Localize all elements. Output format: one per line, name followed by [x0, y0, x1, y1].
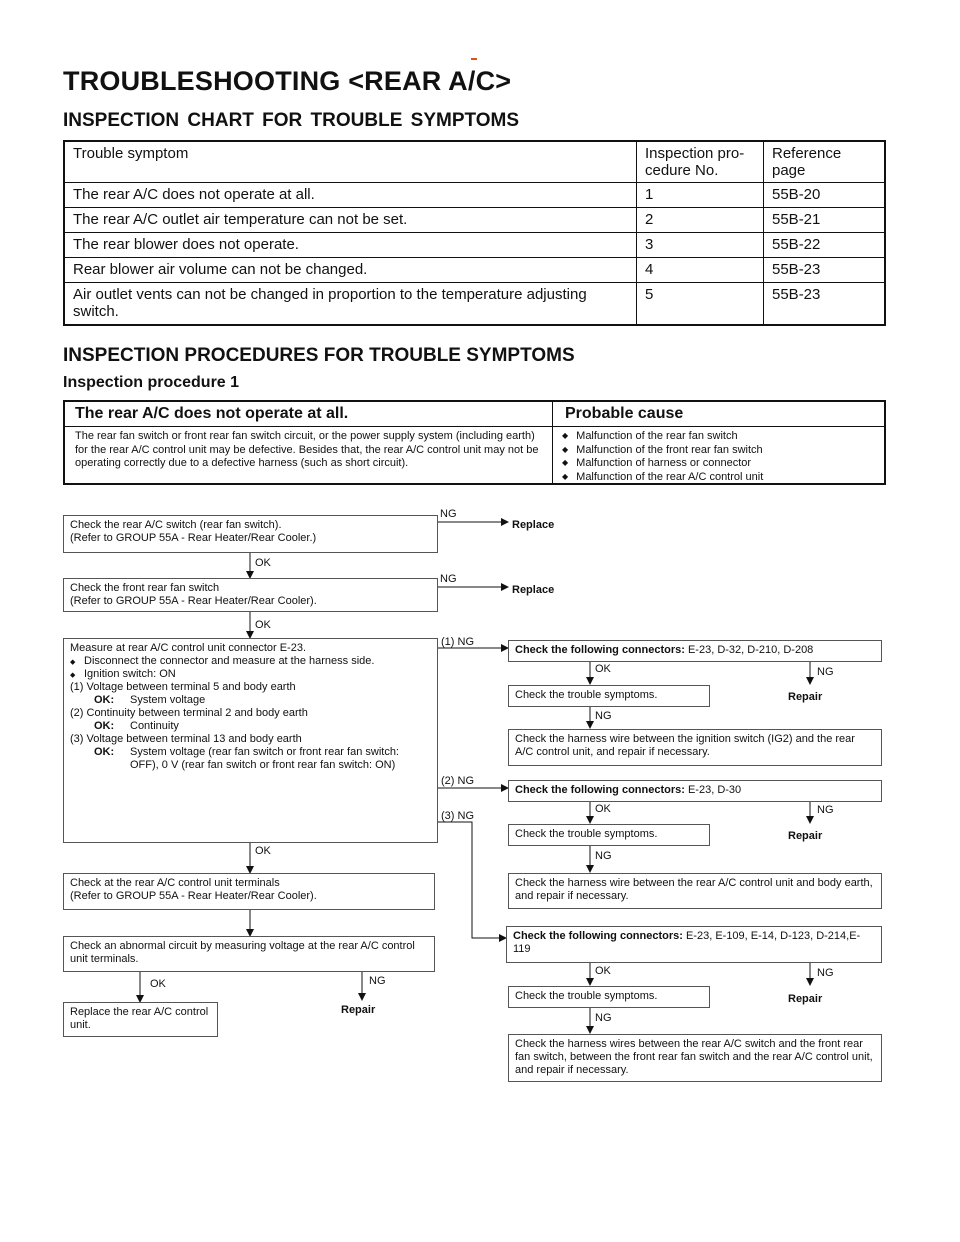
- connector-list: E-23, E-109, E-14, D-123, D-214,E-119: [513, 930, 861, 955]
- check-harness-box-2: [508, 873, 882, 909]
- column-header-procedure: Inspection pro- cedure No.: [637, 141, 764, 183]
- ok-criterion-value: System voltage (rear fan switch or front rear fan switch: OFF), 0 V (rear fan switch or front rear fan switch: ON): [130, 746, 399, 771]
- box-text-line: Check the rear A/C switch (rear fan switch).: [70, 519, 282, 531]
- reference-cell: 55B-23: [764, 283, 886, 326]
- connector-list: E-23, D-32, D-210, D-208: [687, 644, 814, 656]
- check-connectors-box-1: [508, 640, 882, 662]
- repair-label: Repair: [788, 830, 823, 842]
- connector-list: E-23, D-30: [687, 784, 742, 796]
- section-heading-procedures: INSPECTION PROCEDURES FOR TROUBLE SYMPTOMS: [63, 345, 575, 366]
- ok-label: OK: [595, 965, 611, 977]
- ng-label: NG: [369, 975, 386, 987]
- measure-item: (2) Continuity between terminal 2 and body earth: [70, 707, 308, 719]
- ng-label: NG: [595, 850, 612, 862]
- check-symptoms-box-2: [508, 824, 710, 846]
- ok-criterion-label: OK:: [94, 694, 115, 706]
- box-text: Check the harness wires between the rear A/C switch and the front rear fan switch, between the front rear fan switch and the rear A/C control unit, and repair if necessary.: [515, 1038, 873, 1076]
- procedure-cell: 3: [637, 233, 764, 258]
- ok-label: OK: [595, 663, 611, 675]
- list-item: ◆ Malfunction of the front rear fan switch: [562, 444, 877, 458]
- box-text-line: (Refer to GROUP 55A - Rear Heater/Rear Cooler).: [70, 595, 317, 607]
- column-header-symptom: Trouble symptom: [64, 141, 637, 183]
- symptom-cell: The rear blower does not operate.: [64, 233, 637, 258]
- procedure-heading: The rear A/C does not operate at all.: [75, 405, 349, 422]
- measure-conditions: [70, 655, 431, 681]
- box-text: Replace the rear A/C control unit.: [70, 1006, 209, 1031]
- check-symptoms-box-1: [508, 685, 710, 707]
- box-text: Check the trouble symptoms.: [515, 990, 658, 1002]
- check-connectors-box-2: [508, 780, 882, 802]
- ok-criterion-value: System voltage: [130, 694, 206, 706]
- ng-label: NG: [817, 967, 834, 979]
- box-text-line: Check at the rear A/C control unit terminals: [70, 877, 280, 889]
- symptom-cell: The rear A/C outlet air temperature can not be set.: [64, 208, 637, 233]
- ok-label: OK: [255, 845, 271, 857]
- connectors-label: Check the following connectors:: [515, 784, 685, 796]
- ng-label: NG: [595, 1012, 612, 1024]
- check-harness-box-3: [508, 1034, 882, 1082]
- box-text: Check an abnormal circuit by measuring voltage at the rear A/C control unit terminals.: [70, 940, 415, 965]
- measure-ok-line: [70, 694, 431, 707]
- procedure-number-heading: Inspection procedure 1: [63, 374, 240, 391]
- reference-cell: 55B-21: [764, 208, 886, 233]
- ok-criterion-label: OK:: [94, 720, 115, 732]
- procedure-description: The rear fan switch or front rear fan switch circuit, or the power supply system (including earth) for the rear A/C control unit may be defective. Besides that, the rear A/C control unit may not be operating correctly due to a defective harness (such as short circuit).: [75, 430, 539, 469]
- repair-label: Repair: [788, 993, 823, 1005]
- procedure-cell: 5: [637, 283, 764, 326]
- ok-label: OK: [255, 619, 271, 631]
- box-text: Check the harness wire between the rear A/C control unit and body earth, and repair if necessary.: [515, 877, 873, 902]
- measure-connector-box: [63, 638, 438, 843]
- box-text: Check the harness wire between the ignition switch (IG2) and the rear A/C control unit, and repair if necessary.: [515, 733, 855, 758]
- page-title: TROUBLESHOOTING <REAR A/C>: [63, 66, 512, 96]
- ng-label: NG: [440, 573, 457, 585]
- connectors-label: Check the following connectors:: [513, 930, 683, 942]
- measure-item: (3) Voltage between terminal 13 and body earth: [70, 733, 302, 745]
- measure-ok-line: [70, 720, 431, 733]
- ok-label: OK: [595, 803, 611, 815]
- ng-label: NG: [595, 710, 612, 722]
- list-item: ◆ Malfunction of the rear A/C control unit: [562, 471, 877, 485]
- ok-label: OK: [255, 557, 271, 569]
- check-rear-switch-box: [63, 515, 438, 553]
- ng-label: NG: [817, 804, 834, 816]
- check-connectors-box-3: [506, 926, 882, 963]
- ng-branch-1-label: (1) NG: [441, 636, 474, 648]
- ok-criterion-label: OK:: [94, 746, 115, 758]
- box-text: Check the trouble symptoms.: [515, 828, 658, 840]
- ng-label: NG: [440, 508, 457, 520]
- reference-cell: 55B-22: [764, 233, 886, 258]
- box-text-line: (Refer to GROUP 55A - Rear Heater/Rear Cooler.): [70, 532, 317, 544]
- repair-label: Repair: [341, 1004, 376, 1016]
- list-item: ◆ Ignition switch: ON: [70, 668, 431, 681]
- list-item: ◆ Malfunction of harness or connector: [562, 457, 877, 471]
- ok-criterion-value: Continuity: [130, 720, 179, 732]
- box-text-line: Measure at rear A/C control unit connector E-23.: [70, 642, 307, 654]
- measure-item: (1) Voltage between terminal 5 and body earth: [70, 681, 296, 693]
- replace-label: Replace: [512, 519, 555, 531]
- connectors-label: Check the following connectors:: [515, 644, 685, 656]
- list-item: ◆ Disconnect the connector and measure at the harness side.: [70, 655, 431, 668]
- symptom-cell: Rear blower air volume can not be changed.: [64, 258, 637, 283]
- check-front-switch-box: [63, 578, 438, 612]
- ng-branch-2-label: (2) NG: [441, 775, 474, 787]
- list-item: ◆ Malfunction of the rear fan switch: [562, 430, 877, 444]
- reference-cell: 55B-20: [764, 183, 886, 208]
- symptom-cell: The rear A/C does not operate at all.: [64, 183, 637, 208]
- check-abnormal-circuit-box: [63, 936, 435, 972]
- check-harness-box-1: [508, 729, 882, 766]
- procedure-cell: 2: [637, 208, 764, 233]
- section-heading-chart: INSPECTION CHART FOR TROUBLE SYMPTOMS: [63, 110, 520, 131]
- check-symptoms-box-3: [508, 986, 710, 1008]
- symptom-cell: Air outlet vents can not be changed in proportion to the temperature adjusting switch.: [64, 283, 637, 326]
- box-text-line: (Refer to GROUP 55A - Rear Heater/Rear Cooler).: [70, 890, 317, 902]
- ng-label: NG: [817, 666, 834, 678]
- box-text: Check the trouble symptoms.: [515, 689, 658, 701]
- probable-cause-heading: Probable cause: [565, 405, 684, 422]
- ok-label: OK: [150, 978, 166, 990]
- check-terminals-box: [63, 873, 435, 910]
- box-text-line: Check the front rear fan switch: [70, 582, 220, 594]
- repair-label: Repair: [788, 691, 823, 703]
- reference-cell: 55B-23: [764, 258, 886, 283]
- ng-branch-3-label: (3) NG: [441, 810, 474, 822]
- measure-ok-line: [70, 746, 431, 772]
- replace-control-unit-box: [63, 1002, 218, 1037]
- procedure-cell: 4: [637, 258, 764, 283]
- column-header-reference: Reference page: [764, 141, 886, 183]
- replace-label: Replace: [512, 584, 555, 596]
- procedure-cell: 1: [637, 183, 764, 208]
